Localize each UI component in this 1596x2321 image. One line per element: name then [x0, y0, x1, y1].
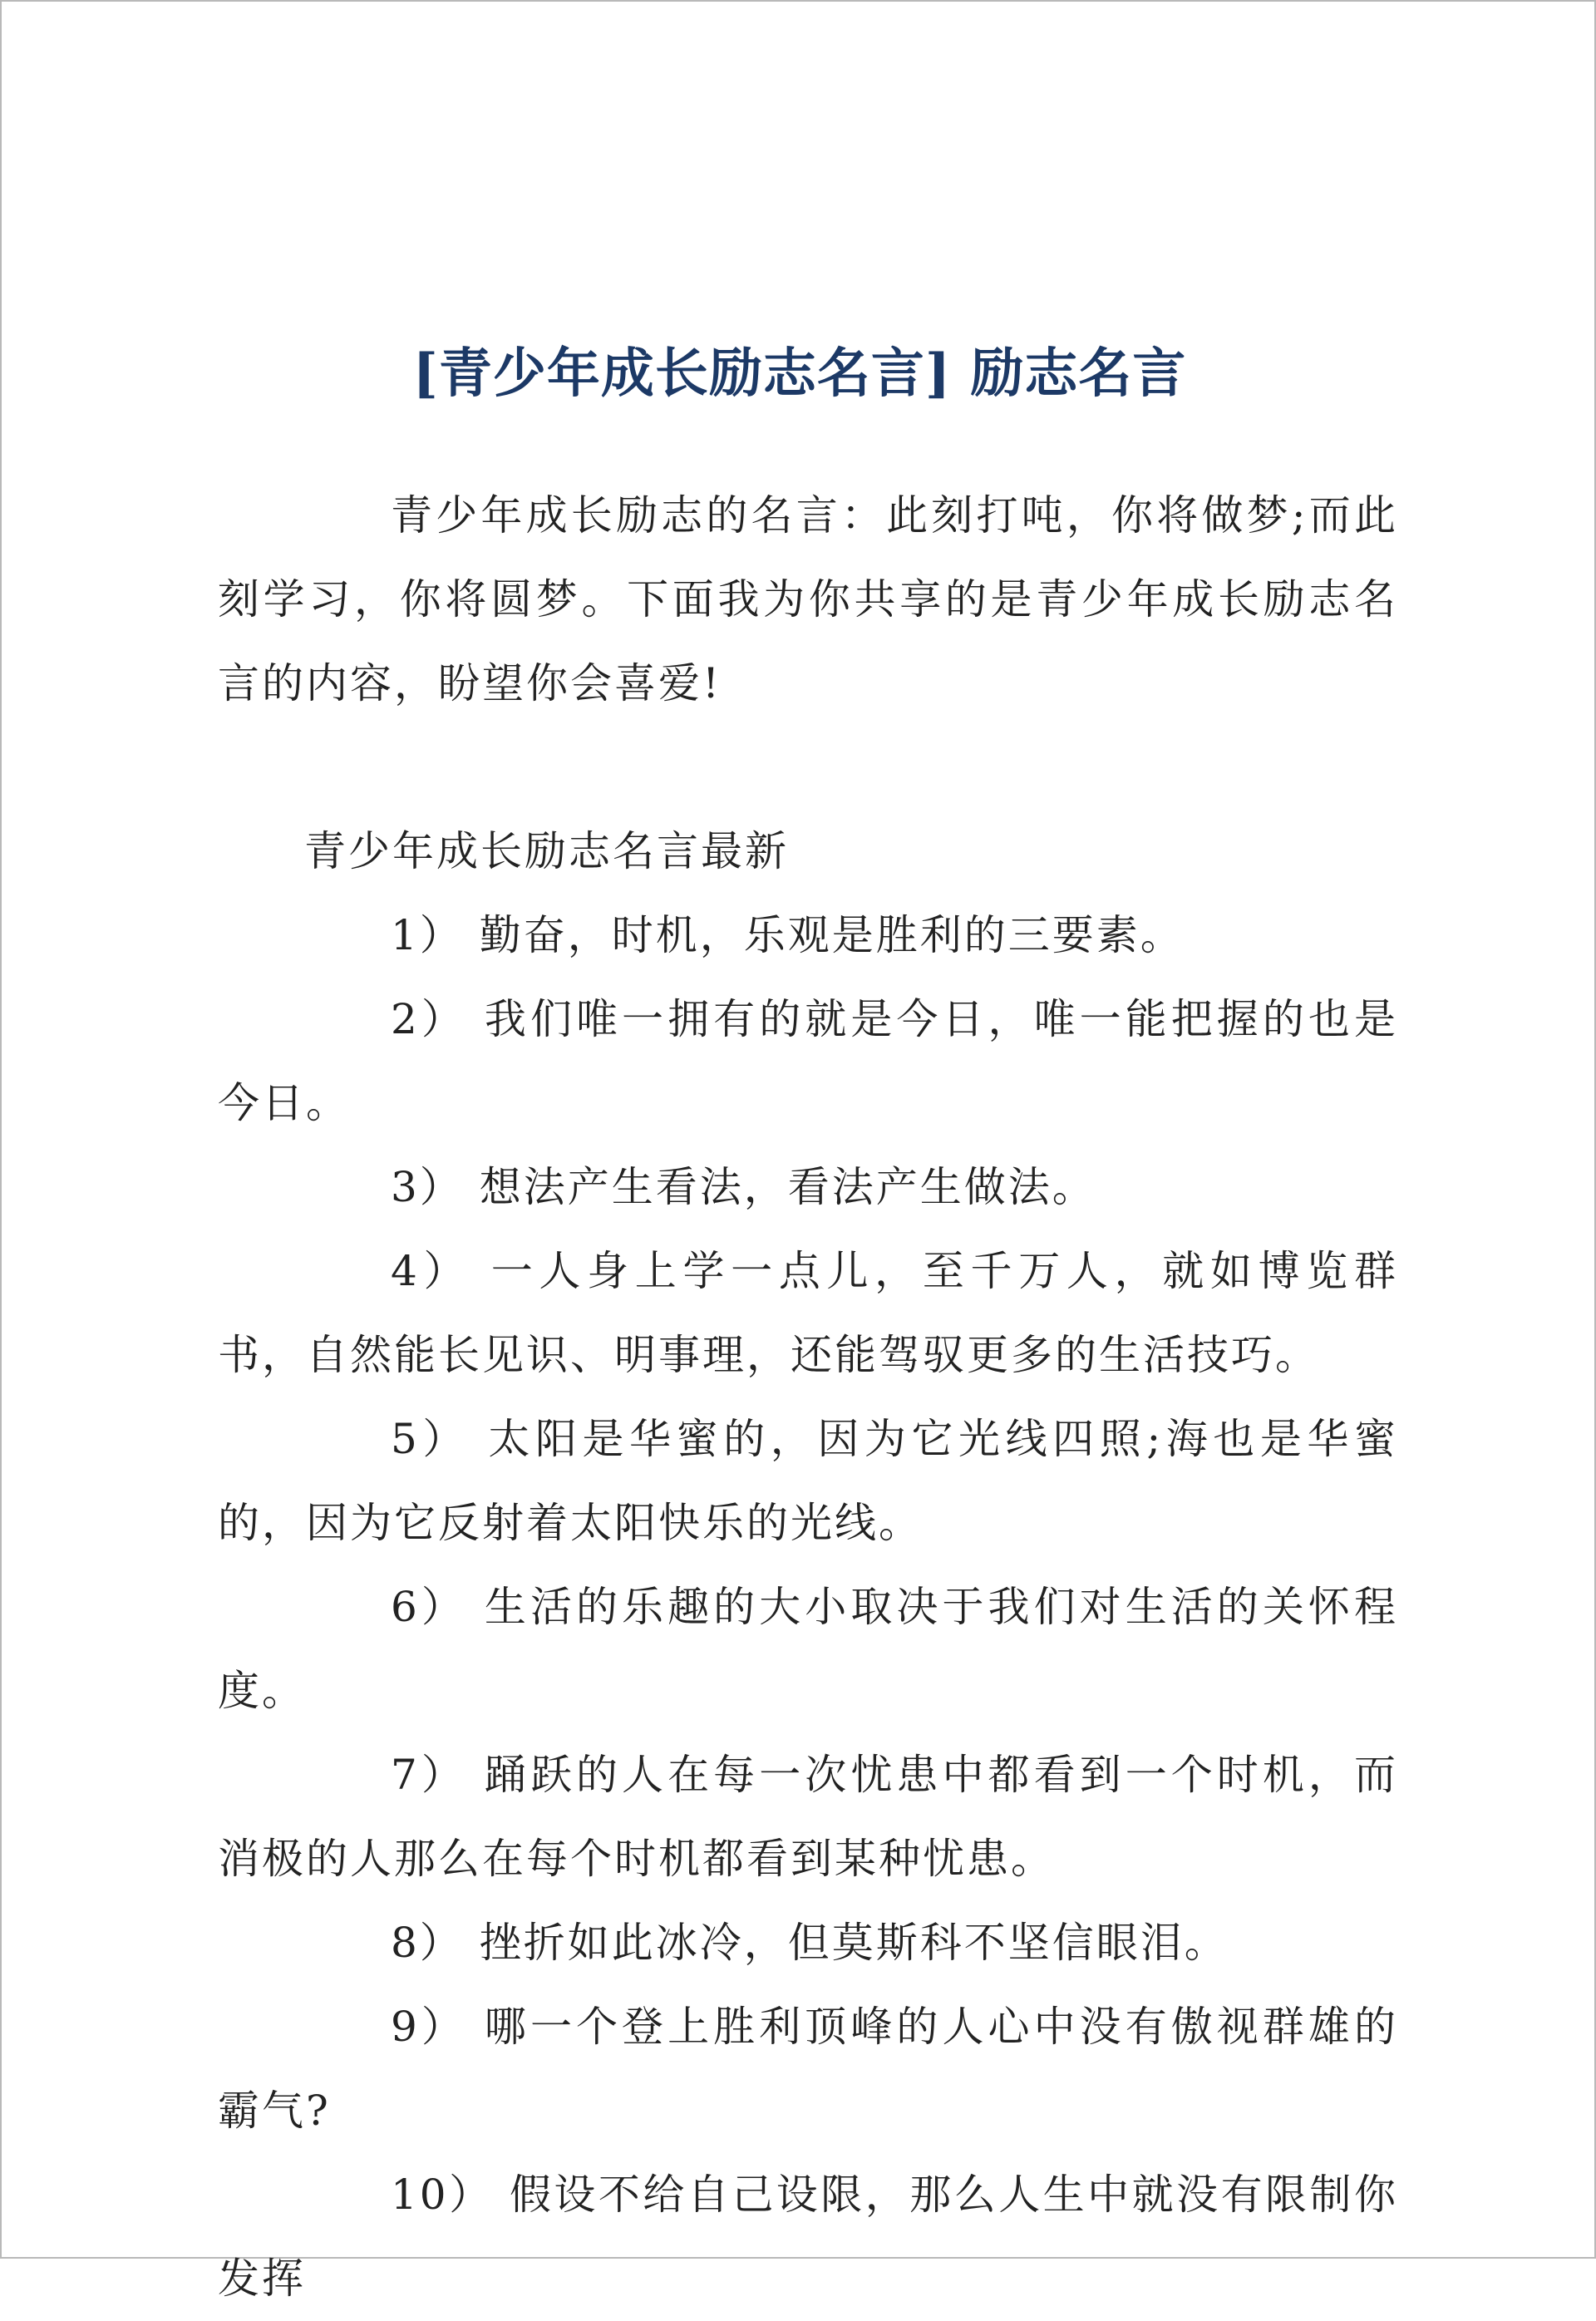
paragraph-spacer: [218, 726, 1398, 810]
quote-item-10: 10） 假设不给自己设限，那么人生中就没有限制你发挥: [218, 2171, 1398, 2303]
quote-item-1: 1） 勤奋，时机，乐观是胜利的三要素。: [391, 911, 1185, 959]
document-body: [218, 474, 1398, 2321]
quote-item-9: 9） 哪一个登上胜利顶峰的人心中没有傲视群雄的霸气?: [218, 2003, 1398, 2135]
intro-paragraph: 青少年成长励志的名言：此刻打吨，你将做梦;而此刻学习，你将圆梦。下面我为你共享的是青少年成长励志名言的内容，盼望你会喜爱!: [218, 491, 1398, 707]
quote-item-4: 4） 一人身上学一点儿，至千万人，就如博览群书，自然能长见识、明事理，还能驾驭更多的生活技巧。: [218, 1247, 1398, 1379]
document-title: [青少年成长励志名言] 励志名言: [412, 342, 1187, 405]
quote-item-5: 5） 太阳是华蜜的，因为它光线四照;海也是华蜜的，因为它反射着太阳快乐的光线。: [218, 1415, 1398, 1547]
section-heading: 青少年成长励志名言最新: [304, 827, 789, 875]
quote-item-6: 6） 生活的乐趣的大小取决于我们对生活的关怀程度。: [218, 1583, 1398, 1715]
quote-item-8: 8） 挫折如此冰冷，但莫斯科不坚信眼泪。: [391, 1919, 1229, 1967]
quote-item-7: 7） 踊跃的人在每一次忧患中都看到一个时机，而消极的人那么在每个时机都看到某种忧患。: [218, 1751, 1398, 1883]
quote-item-2: 2） 我们唯一拥有的就是今日，唯一能把握的也是今日。: [218, 995, 1398, 1127]
quote-item-3: 3） 想法产生看法，看法产生做法。: [391, 1163, 1096, 1211]
